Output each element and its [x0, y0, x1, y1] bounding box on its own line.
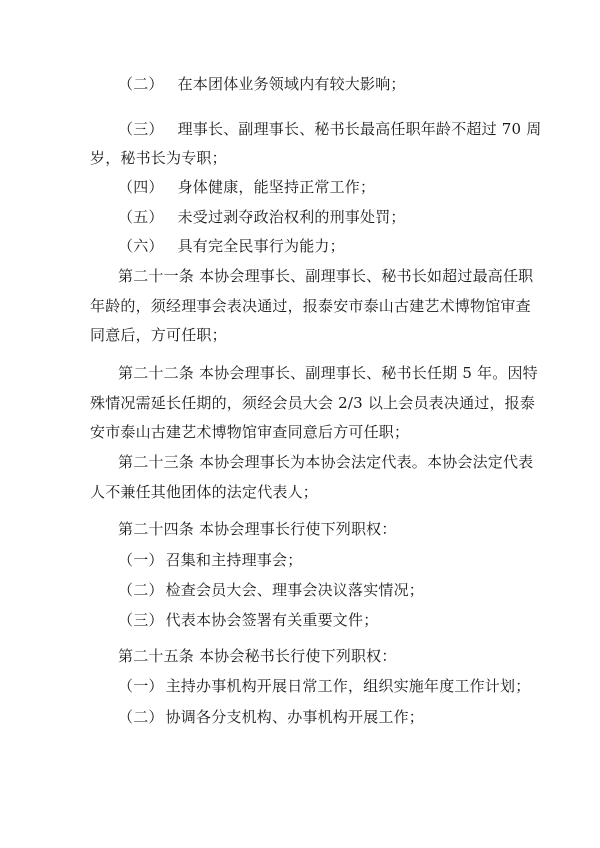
article-21-line-1: 第二十一条 本协会理事长、副理事长、秘书长如超过最高任职 [118, 267, 534, 285]
item-number: （四） [118, 178, 164, 196]
article-22-line-3: 安市泰山古建艺术博物馆审查同意后方可任职； [90, 423, 410, 441]
item-text: 理事长、副理事长、秘书长最高任职年龄不超过 70 周 [177, 120, 542, 138]
item-number: （二） [118, 581, 164, 599]
item-number: （二） [118, 75, 164, 93]
item-text: 岁，秘书长为专职； [90, 149, 227, 167]
article-25-item-2 [118, 707, 424, 727]
article-25-item-1 [118, 676, 530, 696]
item-text: 未受过剥夺政治权利的刑事处罚； [177, 208, 406, 226]
item-number: （二） [118, 708, 164, 726]
item-number: （一） [118, 677, 164, 695]
article-25-title: 第二十五条 本协会秘书长行使下列职权： [118, 647, 397, 665]
item-text: 身体健康，能坚持正常工作； [177, 178, 376, 196]
item-text: 代表本协会签署有关重要文件； [165, 611, 379, 629]
article-24-item-2 [118, 580, 424, 600]
item-text: 检查会员大会、理事会决议落实情况； [165, 581, 425, 599]
item-text: 具有完全民事行为能力； [177, 237, 345, 255]
item-text: 召集和主持理事会； [165, 551, 303, 569]
item-number: （三） [118, 611, 164, 629]
item-5 [118, 207, 406, 227]
article-21-line-2: 年龄的，须经理事会表决通过，报泰安市泰山古建艺术博物馆审查 [90, 297, 531, 315]
article-24-item-1 [118, 550, 302, 570]
item-text: 在本团体业务领域内有较大影响； [177, 75, 406, 93]
article-23-line-1: 第二十三条 本协会理事长为本协会法定代表。本协会法定代表 [118, 453, 534, 471]
item-text: 主持办事机构开展日常工作，组织实施年度工作计划； [165, 677, 531, 695]
item-text: 协调各分支机构、办事机构开展工作； [165, 708, 425, 726]
item-number: （六） [118, 237, 164, 255]
item-number: （一） [118, 551, 164, 569]
article-21-line-3: 同意后，方可任职； [90, 326, 227, 344]
article-22-line-2: 殊情况需延长任期的，须经会员大会 2/3 以上会员表决通过，报泰 [90, 394, 536, 412]
item-6 [118, 236, 345, 256]
item-4 [118, 177, 375, 197]
item-3 [118, 119, 541, 139]
item-3-continued [90, 148, 227, 168]
article-24-item-3 [118, 610, 378, 630]
item-number: （五） [118, 208, 164, 226]
article-24-title: 第二十四条 本协会理事长行使下列职权： [118, 520, 397, 538]
article-22-line-1: 第二十二条 本协会理事长、副理事长、秘书长任期 5 年。因特 [118, 364, 538, 382]
item-2 [118, 74, 406, 94]
item-number: （三） [118, 120, 164, 138]
article-23-line-2: 人不兼任其他团体的法定代表人； [90, 483, 319, 501]
